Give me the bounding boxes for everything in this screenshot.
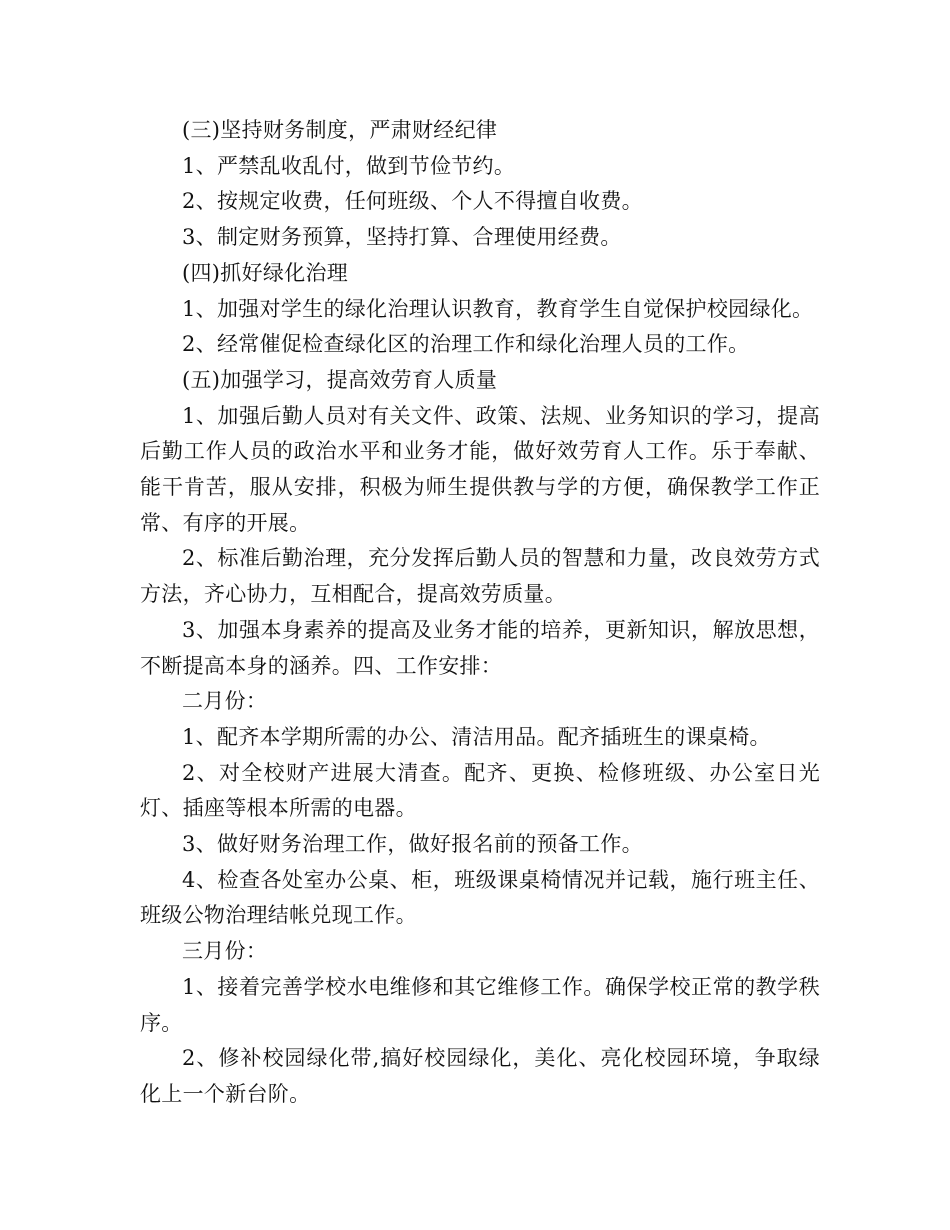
- paragraph: 1、严禁乱收乱付，做到节俭节约。: [182, 153, 516, 178]
- paragraph: 2、对全校财产进展大清查。配齐、更换、检修班级、办公室日光灯、插座等根本所需的电器。: [140, 760, 820, 821]
- section-heading-5: (五)加强学习，提高效劳育人质量: [182, 367, 498, 392]
- month-heading-february: 二月份：: [182, 689, 268, 714]
- paragraph: 3、制定财务预算，坚持打算、合理使用经费。: [182, 225, 622, 250]
- paragraph: 2、修补校园绿化带,搞好校园绿化，美化、亮化校园环境，争取绿化上一个新台阶。: [140, 1046, 820, 1106]
- section-heading-3: (三)坚持财务制度，严肃财经纪律: [182, 118, 498, 142]
- paragraph: 3、加强本身素养的提高及业务才能的培养，更新知识，解放思想，不断提高本身的涵养。四、工作安排：: [140, 617, 820, 678]
- paragraph: 1、接着完善学校水电维修和其它维修工作。确保学校正常的教学秩序。: [140, 974, 820, 1035]
- paragraph: 1、加强后勤人员对有关文件、政策、法规、业务知识的学习，提高后勤工作人员的政治水平和业务才能，做好效劳育人工作。乐于奉献、能干肯苦，服从安排，积极为师生提供教与学的方便，确保教学工作正常、有序的开展。: [140, 403, 820, 535]
- paragraph: 3、做好财务治理工作，做好报名前的预备工作。: [182, 832, 643, 857]
- document-body: [140, 113, 820, 1113]
- paragraph: 2、按规定收费，任何班级、个人不得擅自收费。: [182, 189, 643, 214]
- section-heading-4: (四)抓好绿化治理: [182, 260, 349, 285]
- month-heading-march: 三月份：: [182, 939, 268, 964]
- paragraph: 2、经常催促检查绿化区的治理工作和绿化治理人员的工作。: [182, 332, 750, 357]
- paragraph: 4、检查各处室办公桌、柜，班级课桌椅情况并记载，施行班主任、班级公物治理结帐兑现工作。: [140, 867, 820, 928]
- paragraph: 1、配齐本学期所需的办公、清洁用品。配齐插班生的课桌椅。: [182, 724, 771, 749]
- paragraph: 1、加强对学生的绿化治理认识教育，教育学生自觉保护校园绿化。: [182, 296, 814, 321]
- paragraph: 2、标准后勤治理，充分发挥后勤人员的智慧和力量，改良效劳方式方法，齐心协力，互相配合，提高效劳质量。: [140, 546, 820, 607]
